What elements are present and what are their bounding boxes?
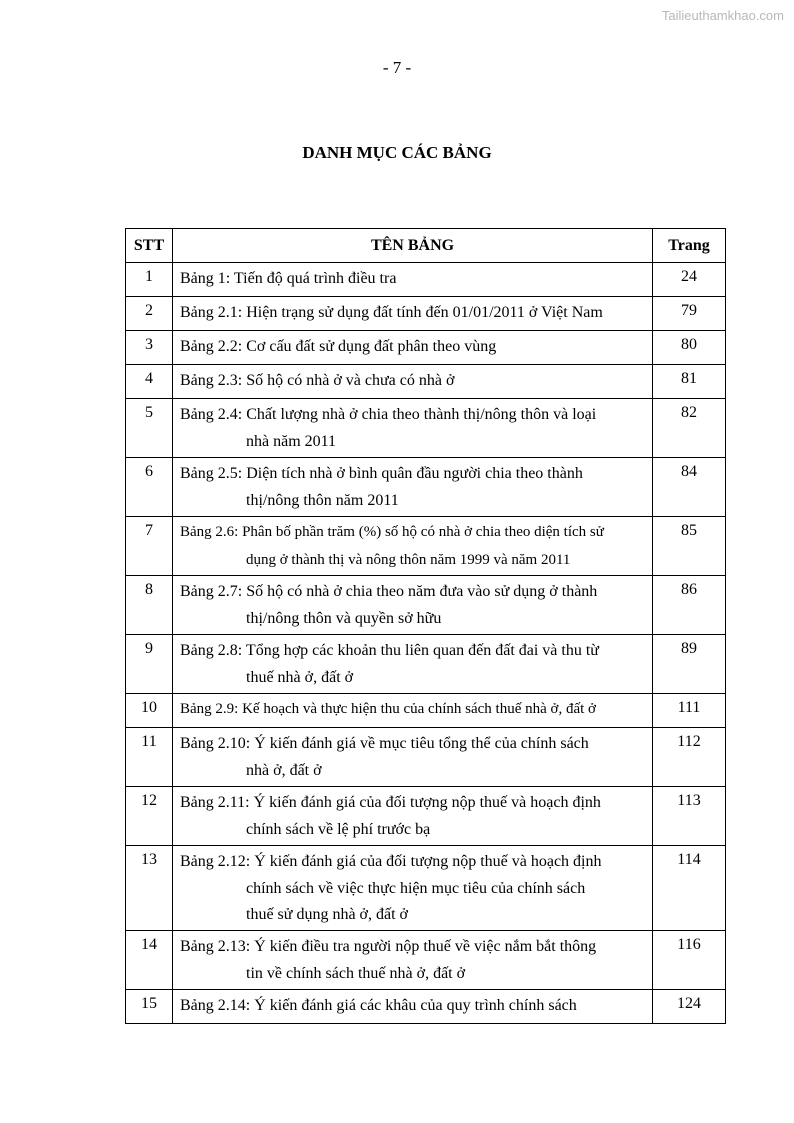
row-name-text: Bảng 2.13: Ý kiến điều tra người nộp thuế về việc nắm bắt thông <box>180 938 597 955</box>
row-stt: 14 <box>126 931 173 990</box>
row-name-continuation: dụng ở thành thị và nông thôn năm 1999 và năm 2011 <box>246 552 571 568</box>
row-name-text: Bảng 2.9: Kế hoạch và thực hiện thu của chính sách thuế nhà ở, đất ở <box>180 701 596 717</box>
row-name-continuation: chính sách về lệ phí trước bạ <box>246 821 431 838</box>
header-stt: STT <box>126 229 173 263</box>
row-name <box>173 576 653 635</box>
header-page: Trang <box>653 229 726 263</box>
row-name-text: Bảng 2.3: Số hộ có nhà ở và chưa có nhà ở <box>180 372 455 389</box>
row-page: 89 <box>653 635 726 694</box>
row-page: 111 <box>653 694 726 728</box>
table-row <box>126 365 726 399</box>
row-name <box>173 694 653 728</box>
row-stt: 3 <box>126 331 173 365</box>
row-page: 86 <box>653 576 726 635</box>
row-name-text: Bảng 2.7: Số hộ có nhà ở chia theo năm đưa vào sử dụng ở thành <box>180 583 598 600</box>
row-name <box>173 263 653 297</box>
row-name <box>173 990 653 1024</box>
row-name <box>173 728 653 787</box>
row-stt: 12 <box>126 787 173 846</box>
row-page: 85 <box>653 517 726 576</box>
row-page: 24 <box>653 263 726 297</box>
row-name-text: Bảng 1: Tiến độ quá trình điều tra <box>180 270 397 287</box>
table-header-row <box>126 229 726 263</box>
header-name: TÊN BẢNG <box>173 229 653 263</box>
row-page: 113 <box>653 787 726 846</box>
row-stt: 4 <box>126 365 173 399</box>
row-page: 124 <box>653 990 726 1024</box>
row-page: 84 <box>653 458 726 517</box>
table-row <box>126 787 726 846</box>
table-row <box>126 331 726 365</box>
row-stt: 1 <box>126 263 173 297</box>
row-name-text: Bảng 2.2: Cơ cấu đất sử dụng đất phân theo vùng <box>180 338 497 355</box>
row-name <box>173 365 653 399</box>
row-name-continuation: thuế sử dụng nhà ở, đất ở <box>246 906 409 923</box>
row-name-text: Bảng 2.12: Ý kiến đánh giá của đối tượng nộp thuế và hoạch định <box>180 853 602 870</box>
row-stt: 7 <box>126 517 173 576</box>
row-name <box>173 931 653 990</box>
row-page: 112 <box>653 728 726 787</box>
watermark: Tailieuthamkhao.com <box>661 8 784 23</box>
page-number: - 7 - <box>382 58 412 77</box>
row-stt: 11 <box>126 728 173 787</box>
row-name-continuation: tin về chính sách thuế nhà ở, đất ở <box>246 965 466 982</box>
table-row <box>126 297 726 331</box>
row-name-text: Bảng 2.1: Hiện trạng sử dụng đất tính đến 01/01/2011 ở Việt Nam <box>180 304 603 321</box>
table-row <box>126 263 726 297</box>
row-stt: 6 <box>126 458 173 517</box>
row-stt: 5 <box>126 399 173 458</box>
row-stt: 15 <box>126 990 173 1024</box>
row-name <box>173 297 653 331</box>
row-name-text: Bảng 2.4: Chất lượng nhà ở chia theo thành thị/nông thôn và loại <box>180 406 597 423</box>
row-name-continuation: nhà ở, đất ở <box>246 762 322 779</box>
row-page: 116 <box>653 931 726 990</box>
table-row <box>126 728 726 787</box>
table-row <box>126 846 726 931</box>
row-name-text: Bảng 2.6: Phân bố phần trăm (%) số hộ có nhà ở chia theo diện tích sử <box>180 524 604 540</box>
table-row <box>126 517 726 576</box>
row-name <box>173 517 653 576</box>
row-stt: 9 <box>126 635 173 694</box>
row-name-continuation: chính sách về việc thực hiện mục tiêu của chính sách <box>246 880 586 897</box>
row-name <box>173 399 653 458</box>
table-row <box>126 931 726 990</box>
row-name-continuation: thị/nông thôn và quyền sở hữu <box>246 610 442 627</box>
row-stt: 8 <box>126 576 173 635</box>
row-stt: 10 <box>126 694 173 728</box>
row-page: 81 <box>653 365 726 399</box>
row-name-continuation: nhà năm 2011 <box>246 433 337 450</box>
row-name <box>173 458 653 517</box>
row-page: 80 <box>653 331 726 365</box>
row-name <box>173 846 653 931</box>
table-row <box>126 399 726 458</box>
row-name-text: Bảng 2.11: Ý kiến đánh giá của đối tượng nộp thuế và hoạch định <box>180 794 601 811</box>
row-page: 114 <box>653 846 726 931</box>
page-title: DANH MỤC CÁC BẢNG <box>302 143 492 162</box>
row-name <box>173 787 653 846</box>
table-row <box>126 576 726 635</box>
table-row <box>126 635 726 694</box>
row-stt: 2 <box>126 297 173 331</box>
row-name-continuation: thị/nông thôn năm 2011 <box>246 492 399 509</box>
row-page: 82 <box>653 399 726 458</box>
row-page: 79 <box>653 297 726 331</box>
row-name-text: Bảng 2.5: Diện tích nhà ở bình quân đầu người chia theo thành <box>180 465 583 482</box>
table-list <box>125 228 726 1024</box>
row-name-text: Bảng 2.8: Tổng hợp các khoản thu liên quan đến đất đai và thu từ <box>180 642 599 659</box>
row-name-continuation: thuế nhà ở, đất ở <box>246 669 354 686</box>
row-name-text: Bảng 2.10: Ý kiến đánh giá về mục tiêu tổng thể của chính sách <box>180 735 589 752</box>
row-name-text: Bảng 2.14: Ý kiến đánh giá các khâu của quy trình chính sách <box>180 997 577 1014</box>
table-row <box>126 458 726 517</box>
table-row <box>126 990 726 1024</box>
row-name <box>173 635 653 694</box>
row-name <box>173 331 653 365</box>
row-stt: 13 <box>126 846 173 931</box>
table-row <box>126 694 726 728</box>
